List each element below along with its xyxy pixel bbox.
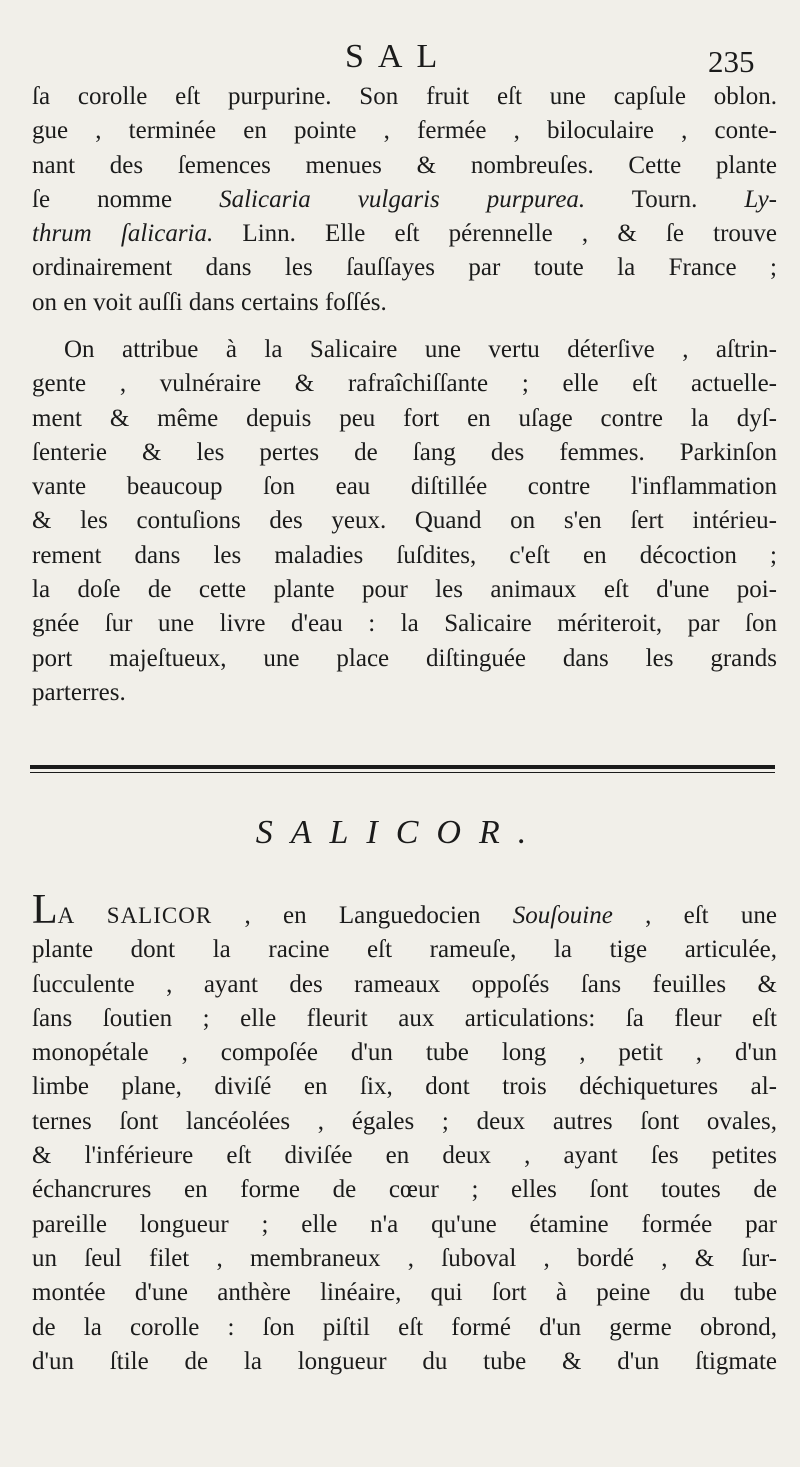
- latin-name: Salicaria vulgaris purpurea.: [219, 185, 586, 213]
- text-line: monopétale , compoſée d'un tube long , petit , d'un: [32, 1039, 777, 1067]
- text-span: , en Languedocien: [212, 902, 513, 929]
- text-line: ſenterie & les pertes de ſang des femmes. Parkinſon: [32, 438, 777, 466]
- page-number: 235: [708, 44, 755, 79]
- text-line: pareille longueur ; elle n'a qu'une étamine formée par: [32, 1210, 777, 1238]
- text-line: nant des ſemences menues & nombreuſes. Cette plante: [32, 151, 777, 179]
- text-line: de la corolle : ſon piſtil eſt formé d'un germe obrond,: [32, 1313, 777, 1341]
- text-line: ſans ſoutien ; elle fleurit aux articulations: ſa fleur eſt: [32, 1004, 777, 1032]
- text-line: ment & même depuis peu fort en uſage contre la dyſ-: [32, 404, 777, 432]
- text-line: rement dans les maladies ſuſdites, c'eſt en décoction ;: [32, 541, 777, 569]
- text-line: montée d'une anthère linéaire, qui ſort à peine du tube: [32, 1279, 777, 1307]
- text-span: ſe nomme: [32, 185, 220, 213]
- text-span: Tourn.: [585, 185, 745, 213]
- text-line: on en voit auſſi dans certains foſſés.: [32, 288, 387, 316]
- text-line: On attribue à la Salicaire une vertu déterſive , aſtrin-: [64, 336, 777, 363]
- text-line: limbe plane, diviſé en ſix, dont trois déchiquetures al-: [32, 1073, 777, 1101]
- section-title: SALICOR.: [255, 814, 545, 851]
- paragraph-salicaire-description: [32, 80, 777, 320]
- latin-name: Ly-: [744, 185, 777, 213]
- text-line: ſa corolle eſt purpurine. Son fruit eſt une capſule oblon.: [32, 83, 777, 110]
- latin-name: thrum ſalicaria.: [32, 220, 214, 248]
- text-line: la doſe de cette plante pour les animaux eſt d'une poi-: [32, 576, 777, 604]
- text-line: d'un ſtile de la longueur du tube & d'un ſtigmate: [32, 1347, 777, 1375]
- paragraph-salicaire-uses: [32, 333, 777, 710]
- text-line: ſucculente , ayant des rameaux oppoſés ſans feuilles &: [32, 970, 777, 998]
- text-line-mixed: [32, 217, 777, 251]
- paragraph-salicor-description: [32, 887, 777, 1379]
- text-line: gue , terminée en pointe , fermée , biloculaire , conte-: [32, 117, 777, 145]
- text-line: port majeſtueux, une place diſtinguée dans les grands: [32, 644, 777, 672]
- text-line: & l'inférieure eſt diviſée en deux , ayant ſes petites: [32, 1142, 777, 1170]
- text-line-lead: [32, 887, 777, 933]
- text-line: & les contuſions des yeux. Quand on s'en ſert intérieu-: [32, 507, 777, 535]
- text-line: gente , vulnéraire & rafraîchiſſante ; elle eſt actuelle-: [32, 370, 777, 398]
- drop-cap: L: [32, 887, 58, 933]
- running-head-title: SAL: [345, 38, 452, 75]
- text-span: , eſt une: [612, 902, 777, 929]
- text-line: un ſeul filet , membraneux , ſuboval , bordé , & ſur-: [32, 1244, 777, 1272]
- text-line: parterres.: [32, 678, 126, 706]
- text-line: ternes ſont lancéolées , égales ; deux autres ſont ovales,: [32, 1107, 777, 1135]
- text-span: Linn. Elle eſt pérennelle , & ſe trouve: [213, 220, 778, 248]
- local-name: Souſouine: [512, 902, 613, 929]
- text-line: gnée ſur une livre d'eau : la Salicaire mériteroit, par ſon: [32, 610, 777, 638]
- text-line: ordinairement dans les ſauſſayes par toute la France ;: [32, 254, 777, 282]
- text-line: échancrures en forme de cœur ; elles ſont toutes de: [32, 1176, 777, 1204]
- entry-headword: A SALICOR: [57, 903, 213, 928]
- text-line: plante dont la racine eſt rameuſe, la tige articulée,: [32, 936, 777, 964]
- section-divider-rule: [30, 765, 775, 773]
- text-line: vante beaucoup ſon eau diſtillée contre l'inflammation: [32, 473, 777, 501]
- text-line-mixed: [32, 183, 777, 217]
